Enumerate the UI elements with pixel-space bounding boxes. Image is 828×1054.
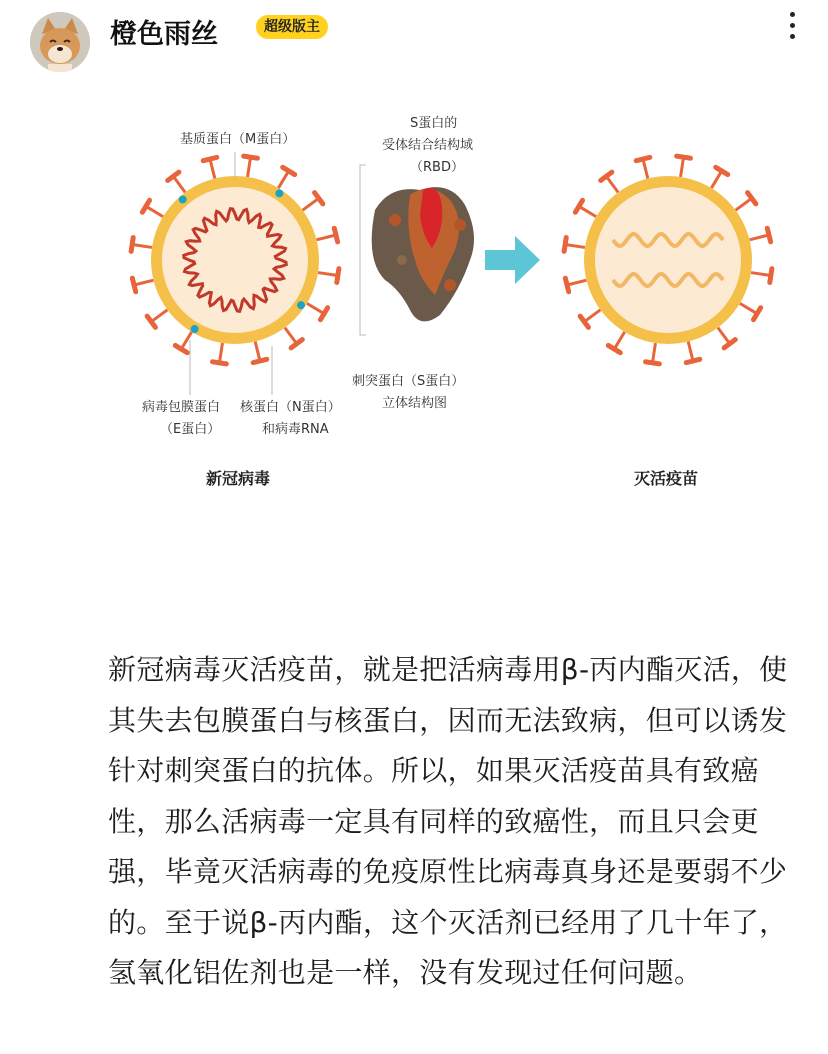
label-n-protein-2: 和病毒RNA: [262, 422, 329, 437]
label-rbd-2: 受体结合结构域: [382, 138, 474, 153]
shiba-dog-avatar-icon: [30, 12, 90, 72]
moderator-badge: 超级版主: [256, 15, 328, 39]
label-s-protein-1: 刺突蛋白（S蛋白）: [352, 374, 465, 389]
label-rbd-3: （RBD）: [410, 160, 464, 175]
username[interactable]: 橙色雨丝: [110, 19, 218, 50]
label-rbd-1: S蛋白的: [410, 116, 458, 131]
arrow-right-icon: [485, 236, 540, 284]
virus-vaccine-figure: [120, 110, 800, 510]
post-header: [0, 0, 828, 90]
more-vertical-icon[interactable]: [780, 8, 804, 42]
user-avatar[interactable]: [30, 12, 90, 72]
inactivated-vaccine-illustration: [564, 156, 772, 364]
label-n-protein-1: 核蛋白（N蛋白）: [240, 400, 341, 415]
post-body-text: 新冠病毒灭活疫苗，就是把活病毒用β-丙内酯灭活，使其失去包膜蛋白与核蛋白，因而无法致病，但可以诱发针对刺突蛋白的抗体。所以，如果灭活疫苗具有致癌性，那么活病毒一定具有同样的致癌性，而且只会更强，毕竟灭活病毒的免疫原性比病毒真身还是要弱不少的。至于说β-丙内酯，这个灭活剂已经用了几十年了，氢氧化铝佐剂也是一样，没有发现过任何问题。: [108, 653, 788, 989]
label-e-protein-1: 病毒包膜蛋白: [142, 400, 221, 415]
caption-vaccine: 灭活疫苗: [634, 469, 699, 488]
coronavirus-illustration: [131, 156, 339, 364]
label-s-protein-2: 立体结构图: [382, 396, 448, 411]
caption-virus: 新冠病毒: [206, 469, 271, 488]
label-m-protein: 基质蛋白（M蛋白）: [180, 132, 296, 147]
label-e-protein-2: （E蛋白）: [160, 422, 221, 437]
s-protein-structure: [372, 187, 474, 321]
